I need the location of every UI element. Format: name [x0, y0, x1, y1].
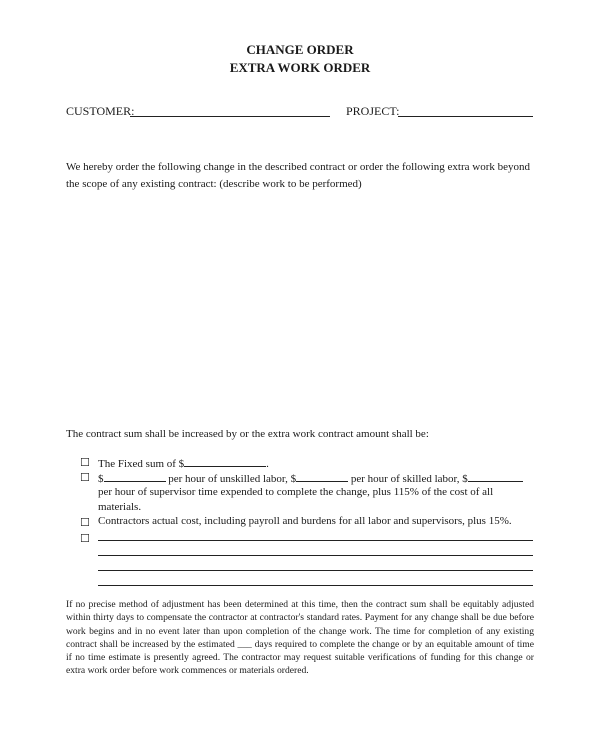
hourly-rates-checkbox[interactable]: ☐ [80, 471, 90, 484]
fixed-sum-period: . [266, 458, 269, 470]
skilled-rate-field[interactable] [468, 470, 523, 482]
project-label: PROJECT: [346, 104, 400, 118]
fixed-sum-label: The Fixed sum of $ [98, 458, 185, 470]
fixed-sum-amount-field[interactable] [184, 455, 266, 467]
rates-dollar-sign: $ [98, 473, 104, 485]
work-description-area[interactable] [66, 198, 534, 418]
form-subtitle: EXTRA WORK ORDER [229, 60, 371, 75]
intro-line-1: We hereby order the following change in the described contract or order the following extra work beyond [66, 161, 531, 173]
contract-sum-statement: The contract sum shall be increased by or the extra work contract amount shall be: [66, 428, 429, 440]
rates-unskilled-label: per hour of unskilled labor, $ [168, 473, 297, 485]
rates-line-2: per hour of supervisor time expended to complete the change, plus 115% of the cost of all [98, 486, 494, 498]
fixed-sum-checkbox[interactable]: ☐ [80, 456, 90, 469]
other-method-line-2[interactable] [98, 555, 533, 556]
other-method-line-1[interactable] [98, 540, 533, 541]
unskilled-rate-field[interactable] [296, 470, 348, 482]
terms-paragraph: If no precise method of adjustment has been determined at this time, then the contract sum shall be equitably adjusted within thirty days to compensate the contractor at contractor's standard rates. Payment for any change shall be due before work begins and in no event later than upon completion of the change work. The time for completion of any existing contract shall be increased by the estimated ___ days required to complete the change or by an equitable amount of time if no time estimate is presently agreed. The contractor may request suitable verifications of funding for this change or extra work order before work commences or materials ordered. [66, 599, 534, 677]
supervisor-rate-field[interactable] [104, 470, 166, 482]
project-field[interactable] [398, 116, 533, 117]
customer-label: CUSTOMER: [66, 104, 135, 118]
intro-line-2: the scope of any existing contract: (describe work to be performed) [66, 178, 362, 190]
rates-line-3: materials. [98, 501, 142, 513]
other-method-line-3[interactable] [98, 570, 533, 571]
customer-field[interactable] [130, 116, 330, 117]
actual-cost-checkbox[interactable]: ☐ [80, 516, 90, 529]
actual-cost-option: Contractors actual cost, including payroll and burdens for all labor and supervisors, plus 15%. [98, 515, 512, 527]
other-method-checkbox[interactable]: ☐ [80, 532, 90, 545]
rates-skilled-label: per hour of skilled labor, $ [350, 473, 468, 485]
other-method-line-4[interactable] [98, 585, 533, 586]
form-title: CHANGE ORDER [246, 42, 354, 57]
